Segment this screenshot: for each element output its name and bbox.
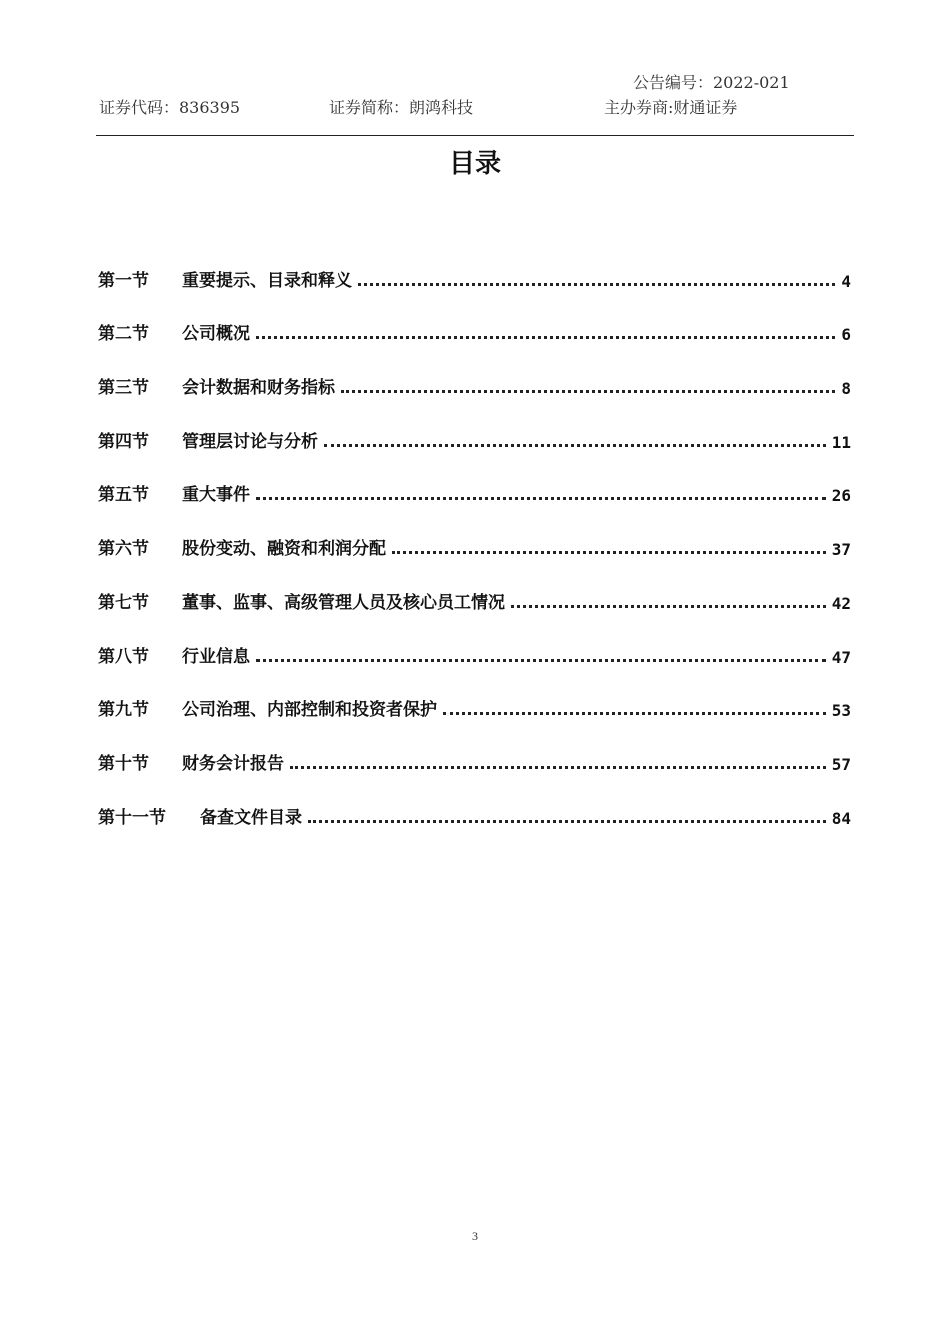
toc-page: 8 — [841, 379, 851, 399]
toc-section: 第十一节 — [98, 807, 166, 828]
toc-section: 第十节 — [98, 753, 149, 774]
table-of-contents — [98, 237, 851, 828]
toc-leader — [392, 551, 826, 554]
toc-leader — [341, 390, 835, 393]
toc-title: 会计数据和财务指标 — [182, 378, 335, 399]
toc-leader — [256, 336, 835, 339]
toc-section: 第一节 — [98, 270, 149, 291]
security-code: 证券代码：836395 — [99, 98, 241, 117]
sponsor-broker: 主办券商:财通证券 — [604, 98, 738, 117]
toc-leader — [324, 444, 826, 447]
header-divider — [96, 135, 854, 136]
toc-section: 第三节 — [98, 378, 149, 399]
toc-title: 备查文件目录 — [200, 807, 302, 828]
toc-section: 第四节 — [98, 431, 149, 452]
toc-entry[interactable] — [98, 452, 851, 506]
toc-title: 重大事件 — [182, 485, 250, 506]
toc-page: 57 — [831, 754, 851, 774]
toc-page: 4 — [841, 271, 851, 291]
page-number: 3 — [472, 1229, 478, 1243]
toc-entry[interactable] — [98, 774, 851, 828]
toc-section: 第八节 — [98, 646, 149, 667]
security-abbreviation: 证券简称：朗鸿科技 — [329, 98, 474, 117]
toc-title: 公司概况 — [182, 324, 250, 345]
toc-entry[interactable] — [98, 237, 851, 291]
toc-page: 37 — [831, 540, 851, 560]
toc-page: 47 — [831, 647, 851, 667]
toc-entry[interactable] — [98, 667, 851, 721]
toc-leader — [256, 497, 826, 500]
toc-title: 董事、监事、高级管理人员及核心员工情况 — [182, 592, 505, 613]
toc-section: 第九节 — [98, 700, 149, 721]
announcement-number: 公告编号：2022-021 — [633, 73, 790, 92]
toc-section: 第二节 — [98, 324, 149, 345]
toc-title: 行业信息 — [182, 646, 250, 667]
toc-page: 26 — [831, 486, 851, 506]
toc-page: 53 — [831, 701, 851, 721]
toc-section: 第七节 — [98, 592, 149, 613]
toc-leader — [308, 820, 826, 823]
toc-entry[interactable] — [98, 559, 851, 613]
toc-title: 公司治理、内部控制和投资者保护 — [182, 700, 437, 721]
toc-leader — [358, 283, 835, 286]
toc-section: 第六节 — [98, 539, 149, 560]
toc-page: 42 — [831, 593, 851, 613]
toc-leader — [511, 605, 826, 608]
toc-section: 第五节 — [98, 485, 149, 506]
toc-leader — [256, 659, 826, 662]
toc-entry[interactable] — [98, 398, 851, 452]
toc-title: 管理层讨论与分析 — [182, 431, 318, 452]
toc-title: 财务会计报告 — [182, 753, 284, 774]
toc-leader — [443, 712, 826, 715]
toc-page: 11 — [831, 432, 851, 452]
toc-entry[interactable] — [98, 344, 851, 398]
toc-title: 重要提示、目录和释义 — [182, 270, 352, 291]
toc-entry[interactable] — [98, 613, 851, 667]
toc-entry[interactable] — [98, 720, 851, 774]
toc-entry[interactable] — [98, 291, 851, 345]
toc-leader — [290, 766, 826, 769]
toc-entry[interactable] — [98, 505, 851, 559]
page-title: 目录 — [448, 149, 501, 179]
toc-page: 6 — [841, 325, 851, 345]
toc-title: 股份变动、融资和利润分配 — [182, 539, 386, 560]
toc-page: 84 — [831, 808, 851, 828]
